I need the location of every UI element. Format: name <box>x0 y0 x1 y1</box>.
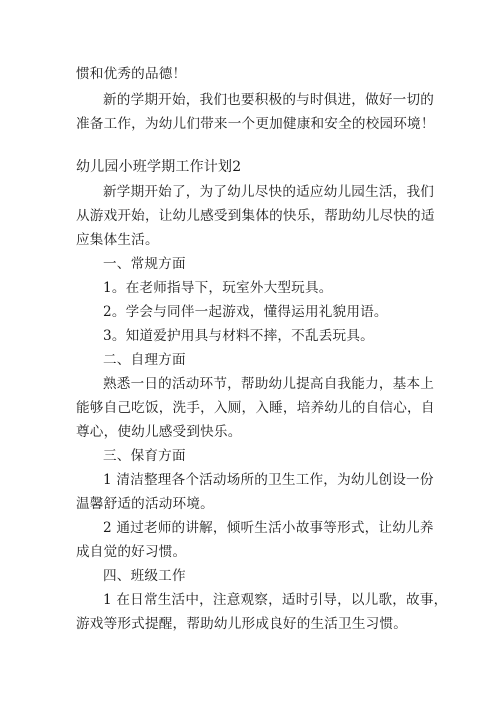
paragraph-line: 熟悉一日的活动环节，帮助幼儿提高自我能力，基本上 <box>103 376 435 392</box>
paragraph-line: 尊心，使幼儿感受到快乐。 <box>76 424 242 440</box>
paragraph-line: 温馨舒适的活动环境。 <box>76 496 214 512</box>
paragraph-line: 1 在日常生活中，注意观察，适时引导，以儿歌，故事， <box>103 592 448 608</box>
section-heading: 一、常规方面 <box>103 256 186 272</box>
list-item: 1。在老师指导下，玩室外大型玩具。 <box>103 280 333 296</box>
paragraph-line: 新的学期开始，我们也要积极的与时俱进，做好一切的 <box>103 92 435 108</box>
paragraph-line: 2 通过老师的讲解，倾听生活小故事等形式，让幼儿养 <box>103 520 434 536</box>
paragraph-line: 游戏等形式提醒，帮助幼儿形成良好的生活卫生习惯。 <box>76 616 408 632</box>
paragraph-line: 惯和优秀的品德！ <box>76 66 187 82</box>
paragraph-line: 能够自己吃饭，洗手，入厕，入睡，培养幼儿的自信心，自 <box>76 400 435 416</box>
list-item: 2。学会与同伴一起游戏，懂得运用礼貌用语。 <box>103 304 388 320</box>
paragraph-line: 从游戏开始，让幼儿感受到集体的快乐，帮助幼儿尽快的适 <box>76 208 435 224</box>
section-heading: 三、保育方面 <box>103 448 186 464</box>
paragraph-line: 1 清洁整理各个活动场所的卫生工作，为幼儿创设一份 <box>103 472 434 488</box>
section-heading: 二、自理方面 <box>103 352 186 368</box>
paragraph-line: 成自觉的好习惯。 <box>76 544 187 560</box>
paragraph-line: 新学期开始了，为了幼儿尽快的适应幼儿园生活，我们 <box>103 184 435 200</box>
section-heading: 四、班级工作 <box>103 568 186 584</box>
paragraph-line: 准备工作，为幼儿们带来一个更加健康和安全的校园环境！ <box>76 116 435 132</box>
list-item: 3。知道爱护用具与材料不摔，不乱丢玩具。 <box>103 328 374 344</box>
paragraph-line: 应集体生活。 <box>76 232 159 248</box>
section-title: 幼儿园小班学期工作计划2 <box>76 159 242 175</box>
